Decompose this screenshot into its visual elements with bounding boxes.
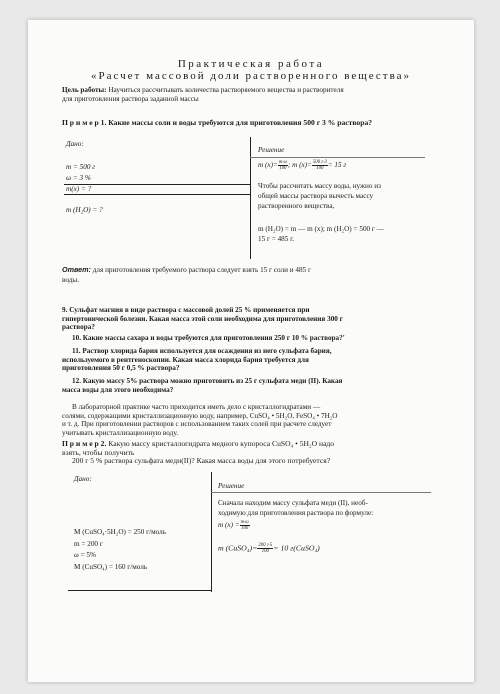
formula-result: = 10 г(CuSO₄) xyxy=(273,543,320,553)
task-10 xyxy=(72,334,472,343)
task-line: масса воды для этого необходима? xyxy=(62,385,174,394)
example1-find-rule xyxy=(64,194,250,195)
task-9 xyxy=(62,306,472,332)
example2-solution-rule xyxy=(211,492,431,493)
fraction-denominator: 100 xyxy=(279,166,287,171)
fraction-denominator: 100 xyxy=(316,166,324,171)
example1-formula xyxy=(258,160,346,171)
calc-line-2: 15 г = 485 г. xyxy=(258,235,295,243)
task-number: 9. xyxy=(62,306,68,314)
fraction-numerator: m·ω xyxy=(278,160,287,165)
example1-answer xyxy=(62,265,472,285)
goal-text-2: для приготовления раствора заданной массы xyxy=(62,94,199,103)
document-page xyxy=(28,20,474,682)
given-line: ω = 5% xyxy=(74,551,96,559)
example1-solution-title: Решение xyxy=(258,146,285,154)
task-line: приготовления 50 г 0,5 % раствора? xyxy=(62,364,180,373)
formula-prefix: m (x) = xyxy=(218,521,240,530)
crystal-line-4: учитывать кристаллизационную воду. xyxy=(62,428,178,437)
example1-solution-rule xyxy=(250,157,425,158)
crystal-line-2: солями, содержащими кристаллизационную воду, например, CuSO₄ • 5H₂O, FeSO₄ • 7H₂O xyxy=(62,411,338,420)
crystal-line-1: В лабораторной практике часто приходится иметь дело с кристаллогидратами — xyxy=(72,403,321,411)
example1-find-mx: m(x) = ? xyxy=(66,185,92,193)
task-line: Раствор хлорида бария используется для осаждения из него сульфата бария, xyxy=(80,347,332,355)
fraction-numerator: 500 г·3 xyxy=(312,160,327,165)
task-number: 12. xyxy=(72,377,81,385)
answer-text-1: для приготовления требуемого раствора следует взять 15 г соли и 485 г xyxy=(90,266,311,274)
example1-given-title: Дано: xyxy=(66,140,84,148)
example1-given-rule xyxy=(64,184,250,185)
fraction-denominator: 100 xyxy=(241,526,249,531)
example2-solution-title: Решение xyxy=(218,482,245,490)
answer-label: Ответ: xyxy=(62,265,91,274)
task-line: Какие массы сахара и воды требуются для приготовления 250 г 10 % раствора?' xyxy=(80,334,345,342)
crystal-paragraph xyxy=(62,403,474,437)
formula-fraction xyxy=(257,543,273,554)
example1-find-h2o: m (H₂O) = ? xyxy=(66,206,103,214)
example2-question-line: 200 г 5 % раствора сульфата меди(II)? Какая масса воды для этого потребуется? xyxy=(72,456,331,466)
example2-solution-text xyxy=(218,499,373,518)
explanation-line-3: растворенного вещества, xyxy=(258,202,335,210)
calc-line-1: m (H₂O) = m — m (x); m (H₂O) = 500 г — xyxy=(258,225,384,233)
explanation-line-2: общей массы раствора вычесть массу xyxy=(258,192,374,200)
task-number: 11. xyxy=(72,347,81,355)
example1-divider xyxy=(250,137,251,259)
task-11 xyxy=(62,347,472,373)
explanation-line-1: Чтобы рассчитать массу воды, нужно из xyxy=(258,182,381,190)
formula-fraction-2 xyxy=(312,160,328,171)
example1-given-w: ω = 3 % xyxy=(66,174,91,182)
example2-formula-1 xyxy=(218,520,250,531)
crystal-line-3: и т. д. При приготовлении растворов с использованием таких солей при расчете следует xyxy=(62,420,332,429)
example1-question xyxy=(62,119,472,128)
page-subtitle: «Расчет массовой доли растворенного вещества» xyxy=(90,70,412,82)
answer-text-2: воды. xyxy=(62,275,80,284)
example2-given-title: Дано: xyxy=(74,475,92,483)
example2-question-line: Какую массу кристаллогидрата медного купороса CuSO₄ • 5H₂O надо xyxy=(106,439,335,448)
given-line: m = 200 г xyxy=(74,539,103,548)
solution-line: Сначала находим массу сульфата меди (II), необ- xyxy=(218,499,368,507)
task-line: Сульфат магния в виде раствора с массовой долей 25 % применяется при xyxy=(67,306,310,314)
example2-question-line: взять, чтобы получить xyxy=(62,447,135,457)
example1-given-m: m = 500 г xyxy=(66,163,96,171)
goal-text-1: Научиться рассчитывать количества растворяемого вещества и растворителя xyxy=(106,86,344,94)
example2-divider xyxy=(211,472,212,592)
task-line: используемого в рентгеноскопии. Какая масса хлорида бария требуется для xyxy=(62,355,309,364)
page-title: Практическая работа xyxy=(177,58,325,70)
formula-fraction xyxy=(240,520,250,531)
fraction-numerator: m·ω xyxy=(240,520,249,525)
formula-result: = 15 г xyxy=(327,161,347,170)
task-12 xyxy=(62,377,472,394)
given-line: M (CuSO₄·5H₂O) = 250 г/моль xyxy=(74,528,167,536)
task-line: гипертонической болезни. Какая масса этой соли необходима для приготовления 300 г xyxy=(62,314,343,323)
example2-label: П р и м е р 2. xyxy=(62,439,107,448)
example1-question-text: Какие массы соли и воды требуются для приготовления 500 г 3 % раствора? xyxy=(106,118,373,127)
example2-given-rule xyxy=(68,590,211,591)
formula-prefix: m (CuSO₄)= xyxy=(218,543,258,553)
task-line: Какую массу 5% раствора можно приготовить из 25 г сульфата меди (II). Какая xyxy=(80,377,343,385)
formula-prefix: m (x)= xyxy=(258,161,278,170)
example1-water-calc xyxy=(258,224,384,244)
given-line: M (CuSO₄) = 160 г/моль xyxy=(74,562,148,571)
formula-fraction-1 xyxy=(278,160,288,171)
example1-label: П р и м е р 1. xyxy=(62,118,107,127)
task-number: 10. xyxy=(72,334,81,342)
example1-explanation xyxy=(258,181,381,211)
goal-paragraph xyxy=(62,86,462,103)
fraction-numerator: 200 г·5 xyxy=(258,543,273,548)
example2-formula-2 xyxy=(218,543,320,554)
task-line: раствора? xyxy=(62,323,95,332)
formula-middle: ; m (x)= xyxy=(287,161,312,170)
solution-line: ходимую для приготовления раствора по формуле: xyxy=(218,508,374,517)
example2-given-list xyxy=(74,527,166,573)
example2-question xyxy=(62,440,474,466)
goal-label: Цель работы: xyxy=(62,86,107,94)
fraction-denominator: 100 xyxy=(261,549,269,554)
